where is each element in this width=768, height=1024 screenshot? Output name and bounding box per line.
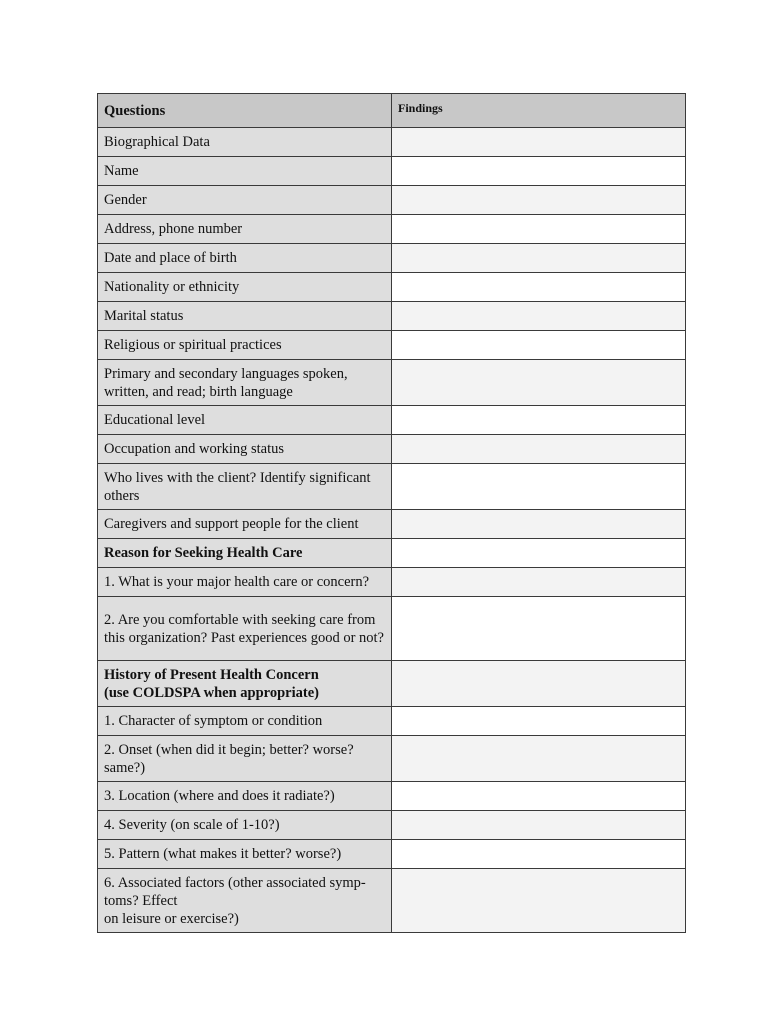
findings-cell[interactable] [392, 568, 686, 597]
findings-cell[interactable] [392, 273, 686, 302]
table-row [98, 128, 686, 157]
findings-cell[interactable] [392, 707, 686, 736]
question-cell [98, 840, 392, 869]
question-text: Educational level [104, 412, 206, 428]
question-cell [98, 568, 392, 597]
findings-cell[interactable] [392, 157, 686, 186]
table-body [98, 128, 686, 933]
findings-cell[interactable] [392, 302, 686, 331]
question-text: Occupation and working status [104, 441, 285, 457]
table-row [98, 597, 686, 661]
question-cell [98, 707, 392, 736]
question-cell [98, 244, 392, 273]
table-row [98, 215, 686, 244]
question-cell [98, 360, 392, 406]
question-text: Religious or spiritual practices [104, 337, 282, 353]
findings-cell[interactable] [392, 811, 686, 840]
table-row [98, 736, 686, 782]
questions-column-header: Questions [98, 94, 392, 128]
question-cell [98, 273, 392, 302]
table-row [98, 331, 686, 360]
question-text: 2. Are you comfortable with seeking care from this organization? Past experiences good or not? [104, 611, 384, 646]
table-row [98, 273, 686, 302]
question-text: 6. Associated factors (other associated symp-toms? Effect [104, 874, 366, 909]
question-text: 1. What is your major health care or concern? [104, 574, 370, 590]
findings-cell[interactable] [392, 435, 686, 464]
findings-cell[interactable] [392, 360, 686, 406]
question-cell [98, 597, 392, 661]
findings-cell[interactable] [392, 840, 686, 869]
question-text: Biographical Data [104, 134, 210, 150]
table-row [98, 510, 686, 539]
table-row [98, 782, 686, 811]
table-header-row [98, 94, 686, 128]
findings-cell[interactable] [392, 464, 686, 510]
question-text: Nationality or ethnicity [104, 279, 240, 295]
question-cell [98, 661, 392, 707]
table-row [98, 360, 686, 406]
question-text: Primary and secondary languages spoken, written, and read; birth language [104, 365, 348, 400]
table-row [98, 406, 686, 435]
table-row [98, 869, 686, 933]
question-cell [98, 435, 392, 464]
table-row [98, 840, 686, 869]
question-text: 5. Pattern (what makes it better? worse?) [104, 846, 342, 862]
question-text: 4. Severity (on scale of 1-10?) [104, 817, 280, 833]
findings-cell[interactable] [392, 128, 686, 157]
question-text: Marital status [104, 308, 184, 324]
question-cell [98, 539, 392, 568]
question-cell [98, 782, 392, 811]
question-text: Date and place of birth [104, 250, 237, 266]
question-cell [98, 406, 392, 435]
question-text: Caregivers and support people for the client [104, 516, 359, 532]
question-text: Reason for Seeking Health Care [104, 545, 303, 561]
table-row [98, 707, 686, 736]
question-cell [98, 736, 392, 782]
findings-cell[interactable] [392, 597, 686, 661]
findings-cell[interactable] [392, 215, 686, 244]
question-text: Who lives with the client? Identify significant others [104, 469, 371, 504]
table-row [98, 464, 686, 510]
question-cell [98, 331, 392, 360]
question-cell [98, 464, 392, 510]
findings-cell[interactable] [392, 736, 686, 782]
findings-cell[interactable] [392, 331, 686, 360]
findings-cell[interactable] [392, 539, 686, 568]
table-row [98, 661, 686, 707]
question-text: History of Present Health Concern [104, 666, 319, 683]
question-cell [98, 811, 392, 840]
health-history-table [97, 93, 686, 933]
table-row [98, 302, 686, 331]
table-row [98, 811, 686, 840]
question-text: Address, phone number [104, 221, 243, 237]
table-row [98, 186, 686, 215]
question-text-line2: (use COLDSPA when appropriate) [104, 684, 319, 701]
question-cell [98, 128, 392, 157]
question-text: 3. Location (where and does it radiate?) [104, 788, 335, 804]
question-text: Gender [104, 192, 147, 208]
table-row [98, 568, 686, 597]
question-cell [98, 510, 392, 539]
table-row [98, 539, 686, 568]
findings-column-header: Findings [392, 94, 686, 128]
question-cell [98, 215, 392, 244]
question-text: 1. Character of symptom or condition [104, 713, 323, 729]
findings-cell[interactable] [392, 510, 686, 539]
findings-cell[interactable] [392, 406, 686, 435]
question-cell [98, 869, 392, 933]
findings-cell[interactable] [392, 661, 686, 707]
findings-cell[interactable] [392, 782, 686, 811]
table-row [98, 244, 686, 273]
question-text-line2: on leisure or exercise?) [104, 910, 239, 927]
table-row [98, 157, 686, 186]
question-cell [98, 186, 392, 215]
question-cell [98, 157, 392, 186]
findings-cell[interactable] [392, 244, 686, 273]
question-text: 2. Onset (when did it begin; better? worse? same?) [104, 741, 354, 776]
question-cell [98, 302, 392, 331]
table-row [98, 435, 686, 464]
findings-cell[interactable] [392, 186, 686, 215]
findings-cell[interactable] [392, 869, 686, 933]
question-text: Name [104, 163, 139, 179]
